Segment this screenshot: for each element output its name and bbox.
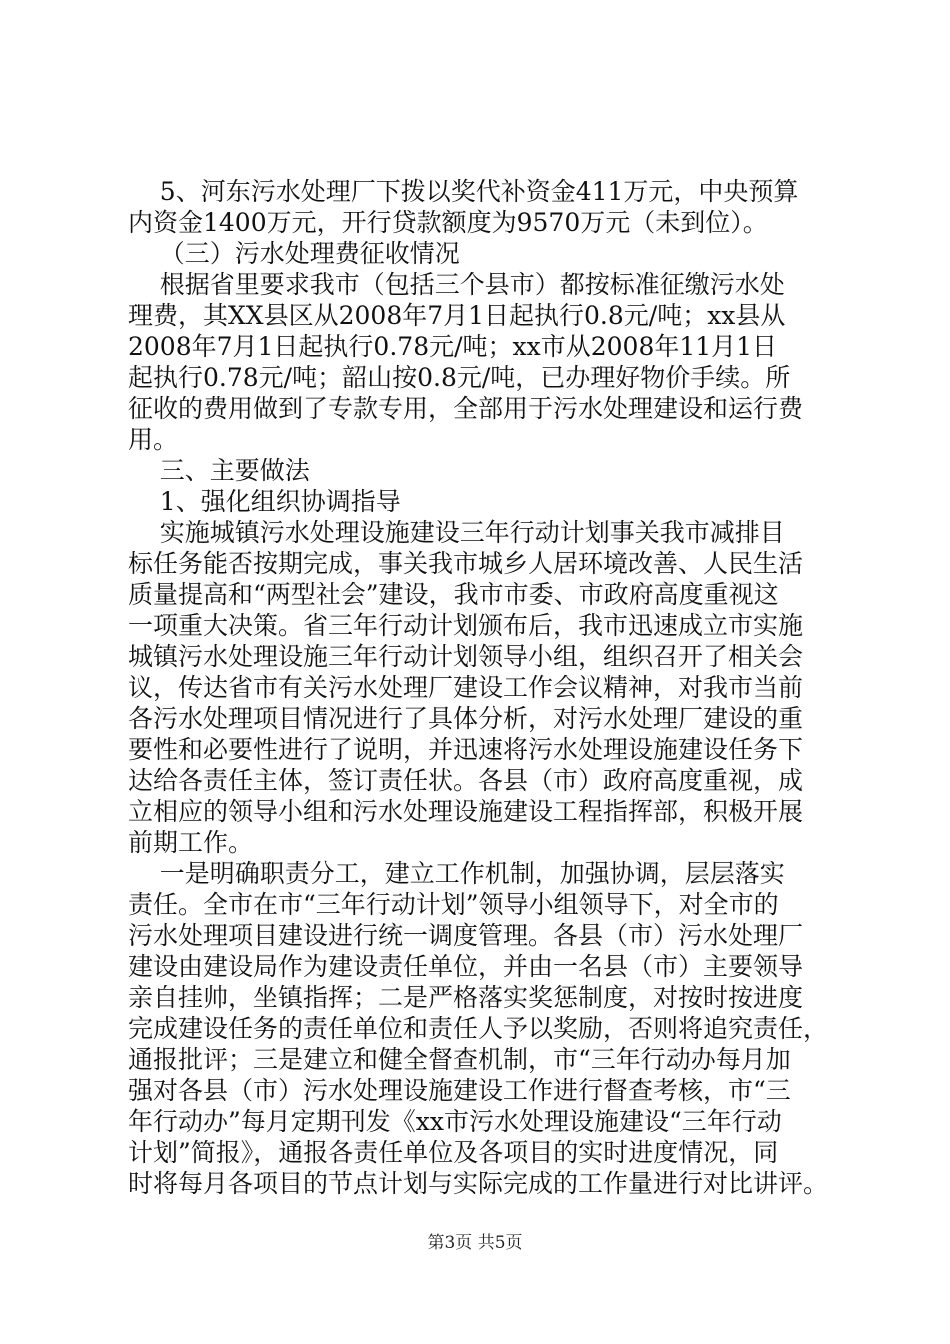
section-heading: 三、主要做法	[128, 456, 310, 485]
text-line: 用。	[128, 425, 179, 454]
text-line: 建设由建设局作为建设责任单位，并由一名县（市）主要领导	[128, 952, 804, 981]
document-body	[128, 176, 840, 1199]
text-line: 完成建设任务的责任单位和责任人予以奖励，否则将追究责任，	[128, 1014, 829, 1043]
text-line: 2008年7月1日起执行0.78元/吨；xx市从2008年11月1日	[128, 332, 778, 361]
text-line: 质量提高和“两型社会”建设，我市市委、市政府高度重视这	[128, 580, 779, 609]
text-line: 一是明确职责分工，建立工作机制，加强协调，层层落实	[128, 859, 785, 888]
subsection-heading: 1、强化组织协调指导	[128, 487, 401, 516]
text-line: 理费，其XX县区从2008年7月1日起执行0.8元/吨；xx县从	[128, 301, 786, 330]
text-line: 计划”简报》，通报各责任单位及各项目的实时进度情况，同	[128, 1138, 779, 1167]
text-line: 要性和必要性进行了说明，并迅速将污水处理设施建设任务下	[128, 735, 804, 764]
text-line: 5、河东污水处理厂下拨以奖代补资金411万元，中央预算	[128, 177, 799, 206]
text-line: 强对各县（市）污水处理设施建设工作进行督查考核，市“三	[128, 1076, 791, 1105]
text-line: 议，传达省市有关污水处理厂建设工作会议精神，对我市当前	[128, 673, 804, 702]
text-line: 责任。全市在市“三年行动计划”领导小组领导下，对全市的	[128, 890, 779, 919]
text-line: 前期工作。	[128, 828, 254, 857]
section-heading: （三）污水处理费征收情况	[128, 239, 460, 268]
page-footer: 第3页 共5页	[427, 1233, 523, 1253]
text-line: 达给各责任主体，签订责任状。各县（市）政府高度重视，成	[128, 766, 804, 795]
text-line: 立相应的领导小组和污水处理设施建设工程指挥部，积极开展	[128, 797, 804, 826]
text-line: 起执行0.78元/吨；韶山按0.8元/吨，已办理好物价手续。所	[128, 363, 791, 392]
text-line: 城镇污水处理设施三年行动计划领导小组，组织召开了相关会	[128, 642, 804, 671]
text-line: 征收的费用做到了专款专用，全部用于污水处理建设和运行费	[128, 394, 804, 423]
text-line: 实施城镇污水处理设施建设三年行动计划事关我市减排目	[128, 518, 785, 547]
text-line: 各污水处理项目情况进行了具体分析，对污水处理厂建设的重	[128, 704, 804, 733]
text-line: 内资金1400万元，开行贷款额度为9570万元（未到位）。	[128, 208, 768, 237]
text-line: 时将每月各项目的节点计划与实际完成的工作量进行对比讲评。	[128, 1169, 829, 1198]
text-line: 亲自挂帅，坐镇指挥；二是严格落实奖惩制度，对按时按进度	[128, 983, 804, 1012]
text-line: 一项重大决策。省三年行动计划颁布后，我市迅速成立市实施	[128, 611, 804, 640]
text-line: 根据省里要求我市（包括三个县市）都按标准征缴污水处	[128, 270, 785, 299]
text-line: 污水处理项目建设进行统一调度管理。各县（市）污水处理厂	[128, 921, 804, 950]
text-line: 标任务能否按期完成，事关我市城乡人居环境改善、人民生活	[128, 549, 804, 578]
text-line: 年行动办”每月定期刊发《xx市污水处理设施建设“三年行动	[128, 1107, 782, 1136]
text-line: 通报批评；三是建立和健全督查机制，市“三年行动办每月加	[128, 1045, 791, 1074]
